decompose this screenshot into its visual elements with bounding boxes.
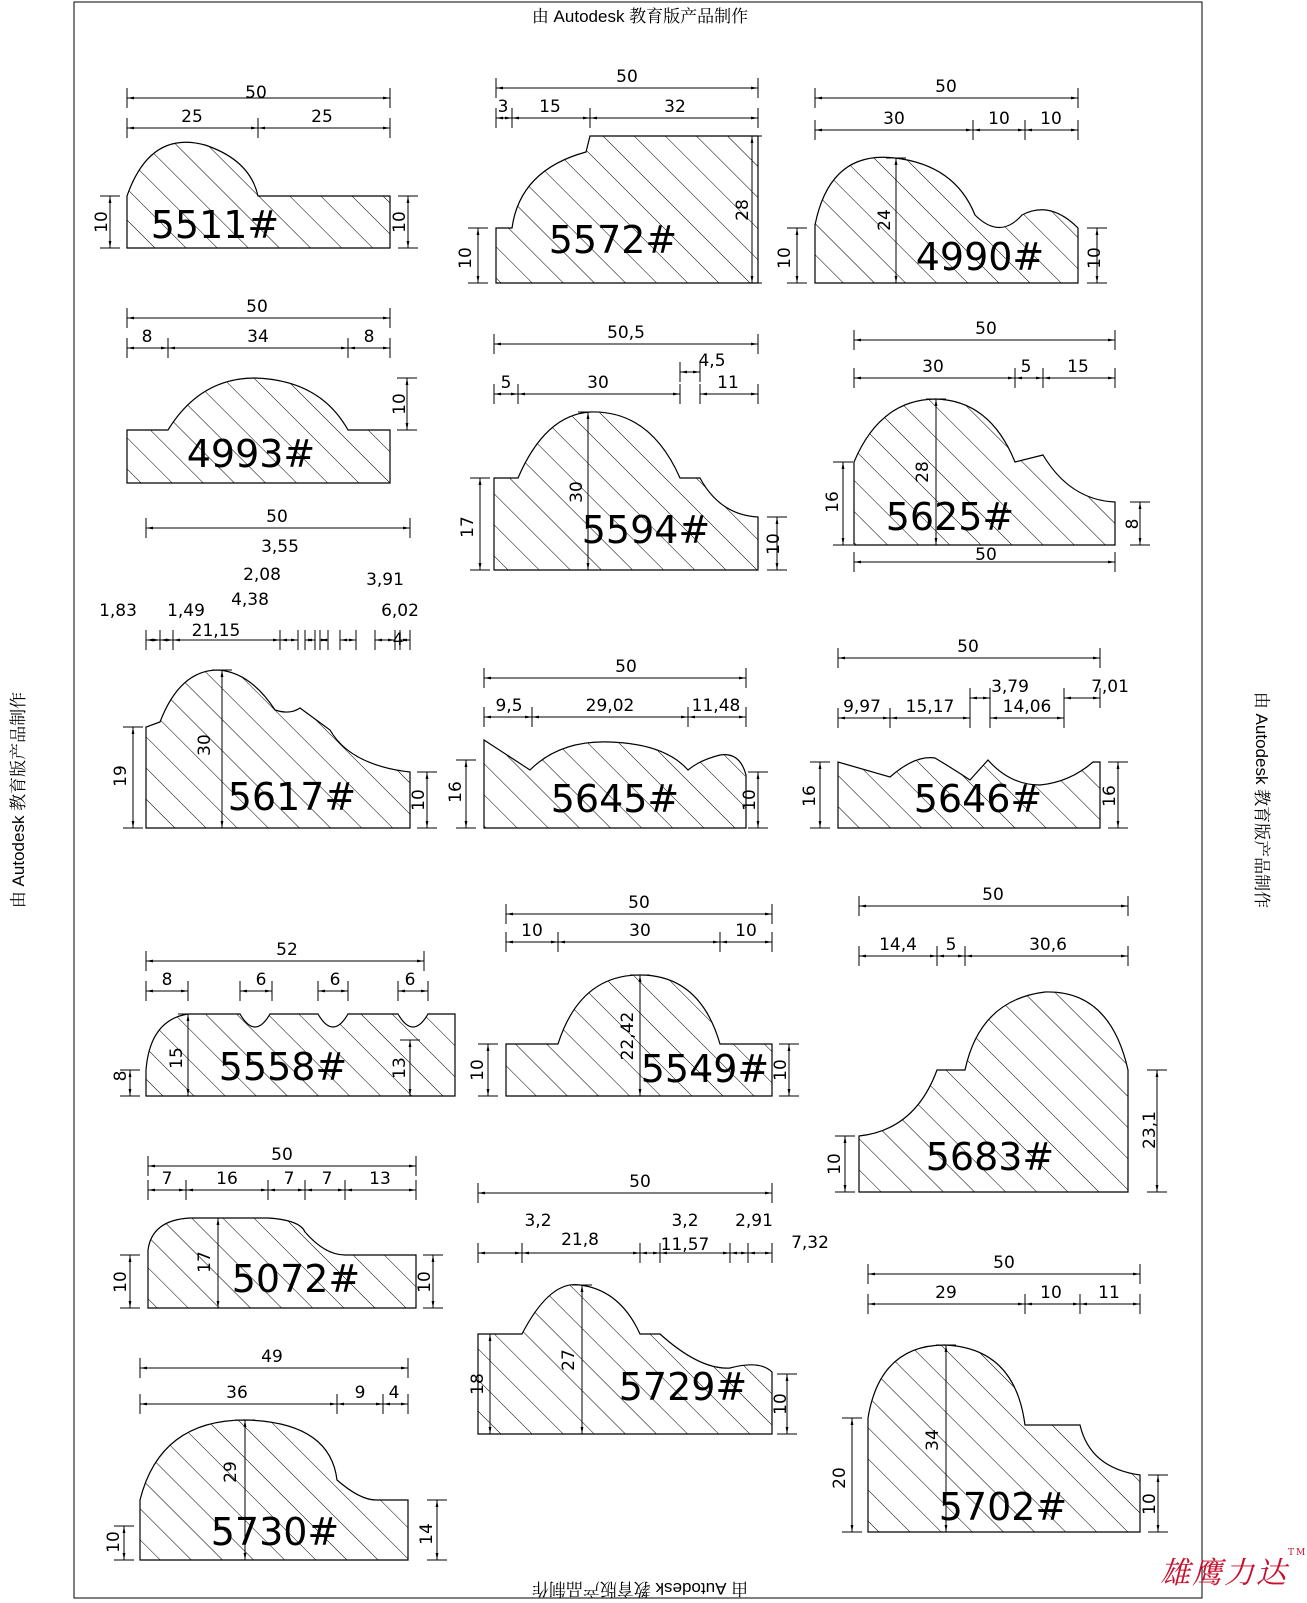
dimension-value: 16 xyxy=(800,785,820,807)
dimension-value: 8 xyxy=(1123,518,1143,530)
dimension-value: 50 xyxy=(266,507,288,527)
profile-5683 xyxy=(825,885,1167,1192)
dimension-value: 10 xyxy=(740,789,760,811)
dimension xyxy=(99,601,160,650)
dimension xyxy=(838,637,1100,668)
dimension-value: 10 xyxy=(104,1531,124,1553)
dimension-value: 11 xyxy=(1098,1283,1120,1303)
dimension-value: 3,55 xyxy=(261,537,299,557)
dimension-value: 49 xyxy=(261,1347,283,1367)
dimension-value: 10 xyxy=(771,1059,791,1081)
profile-label: 5702# xyxy=(938,1485,1068,1529)
dimension-value: 34 xyxy=(247,327,269,347)
dimension xyxy=(1140,1070,1167,1192)
dimension xyxy=(854,319,1115,350)
dimension-value: 14 xyxy=(417,1523,437,1545)
dimension-value: 8 xyxy=(111,1070,131,1082)
dimension xyxy=(258,107,390,138)
dimension-value: 24 xyxy=(875,209,895,231)
profile-label: 5072# xyxy=(231,1257,361,1301)
dimension xyxy=(859,885,1128,916)
dimension-value: 16 xyxy=(446,781,466,803)
dimension xyxy=(127,297,390,328)
dimension-value: 50 xyxy=(616,67,638,87)
dimension-value: 2,91 xyxy=(735,1211,773,1231)
dimension xyxy=(140,1347,408,1378)
dimension xyxy=(815,77,1078,108)
dimension-value: 4,5 xyxy=(698,351,726,371)
dimension-value: 30 xyxy=(195,734,215,756)
profile-5646 xyxy=(800,637,1129,828)
dimension xyxy=(268,1169,305,1200)
dimension-value: 29,02 xyxy=(585,696,635,716)
profile-5729 xyxy=(468,1172,829,1434)
dimension xyxy=(815,109,973,140)
dimension xyxy=(383,1383,408,1414)
dimension xyxy=(1064,677,1129,708)
profile-label: 5558# xyxy=(218,1045,348,1089)
dimension-value: 5 xyxy=(945,935,957,955)
dimension-value: 50 xyxy=(935,77,957,97)
dimension-value: 10 xyxy=(468,1059,488,1081)
dimension-value: 6 xyxy=(255,970,267,990)
dimension-value: 7 xyxy=(321,1169,333,1189)
dimension xyxy=(800,762,830,828)
dimension-value: 10 xyxy=(825,1153,845,1175)
dimension xyxy=(937,935,965,966)
dimension-value: 6 xyxy=(329,970,341,990)
dimension-value: 11,48 xyxy=(691,696,741,716)
dimension-value: 4 xyxy=(392,630,404,650)
profile-5617 xyxy=(99,507,437,828)
dimension xyxy=(484,657,746,688)
dimension-value: 14,4 xyxy=(879,935,917,955)
dimension-value: 13 xyxy=(369,1169,391,1189)
dimension xyxy=(838,697,890,728)
dimension-value: 30 xyxy=(567,481,587,503)
dimension xyxy=(393,630,410,650)
dimension-value: 50 xyxy=(628,893,650,913)
dimension xyxy=(111,727,143,828)
dimension xyxy=(173,621,280,650)
profile-label: 5730# xyxy=(210,1510,340,1554)
watermark-left: 由 Autodesk 教育版产品制作 xyxy=(9,691,28,909)
dimension xyxy=(512,97,590,128)
dimension xyxy=(231,590,298,650)
dimension xyxy=(127,83,390,108)
dimension-value: 10 xyxy=(415,1271,435,1293)
dimension xyxy=(730,1211,773,1263)
brand-logo: 雄鹰力达™ xyxy=(1160,1548,1307,1591)
dimension-value: 3,2 xyxy=(524,1211,552,1231)
dimension-value: 50 xyxy=(975,319,997,339)
dimension-value: 50 xyxy=(271,1145,293,1165)
dimension xyxy=(1015,357,1043,388)
dimension xyxy=(111,1070,140,1096)
dimension xyxy=(771,1044,799,1096)
watermark-right: 由 Autodesk 教育版产品制作 xyxy=(1252,691,1271,909)
dimension-value: 7,01 xyxy=(1091,677,1129,697)
dimension-value: 7 xyxy=(283,1169,295,1189)
dimension-value: 21,15 xyxy=(191,621,241,641)
dimension xyxy=(127,107,258,138)
dimension-value: 50,5 xyxy=(607,323,645,343)
dimension xyxy=(458,478,490,570)
dimension-value: 52 xyxy=(276,940,298,960)
dimension xyxy=(478,1172,772,1203)
dimension xyxy=(825,1136,855,1192)
dimension xyxy=(140,1383,337,1414)
profile-5702 xyxy=(830,1253,1168,1532)
dimension-value: 21,8 xyxy=(561,1230,599,1250)
dimension xyxy=(1080,1283,1140,1314)
dimension-value: 3 xyxy=(497,97,509,117)
profile-label: 5549# xyxy=(640,1047,770,1091)
dimension-value: 36 xyxy=(226,1383,248,1403)
dimension xyxy=(558,921,720,952)
dimension xyxy=(1025,1283,1080,1314)
dimension xyxy=(146,970,188,1001)
dimension-value: 2,08 xyxy=(243,565,281,585)
dimension-value: 15 xyxy=(167,1047,187,1069)
dimension-value: 14,06 xyxy=(1002,697,1052,717)
dimension-value: 16 xyxy=(823,491,843,513)
dimension-value: 9 xyxy=(354,1383,366,1403)
dimension-value: 25 xyxy=(181,107,203,127)
dimension-value: 1,83 xyxy=(99,601,137,621)
profile-label: 5511# xyxy=(150,203,280,247)
dimension-value: 10 xyxy=(1140,1493,1160,1515)
dimension-value: 22,42 xyxy=(618,1011,638,1061)
dimension-value: 8 xyxy=(161,970,173,990)
dimension xyxy=(494,323,758,354)
dimension xyxy=(468,1044,498,1096)
dimension xyxy=(720,921,772,952)
dimension xyxy=(240,970,272,1001)
watermark-top: 由 Autodesk 教育版产品制作 xyxy=(531,7,749,26)
dimension-value: 15 xyxy=(539,97,561,117)
dimension xyxy=(390,378,417,430)
profile-5558 xyxy=(111,940,455,1096)
dimension-value: 50 xyxy=(246,297,268,317)
dimension-value: 10 xyxy=(771,1393,791,1415)
dimension-value: 27 xyxy=(559,1349,579,1371)
dimension-value: 5 xyxy=(1020,357,1032,377)
dimension-value: 30 xyxy=(883,109,905,129)
dimension-value: 4,38 xyxy=(231,590,269,610)
profile-5572 xyxy=(456,67,762,283)
dimension-value: 30 xyxy=(629,921,651,941)
dimension-value: 30 xyxy=(587,373,609,393)
dimension xyxy=(859,935,937,966)
dimension xyxy=(506,893,772,924)
dimension-value: 3,2 xyxy=(671,1211,699,1231)
dimension xyxy=(1100,762,1128,828)
dimension-value: 7 xyxy=(161,1169,173,1189)
dimension-value: 10 xyxy=(735,921,757,941)
dimension-value: 7,32 xyxy=(791,1233,829,1253)
dimension xyxy=(532,696,688,727)
dimension-value: 50 xyxy=(245,83,267,103)
dimension-value: 9,97 xyxy=(843,697,881,717)
dimension xyxy=(1043,357,1115,388)
profile-5625 xyxy=(823,319,1150,572)
dimension-value: 10 xyxy=(409,789,429,811)
profile-5511 xyxy=(92,83,418,248)
dimension-value: 29 xyxy=(935,1283,957,1303)
dimension xyxy=(522,1230,640,1263)
dimension-value: 17 xyxy=(195,1251,215,1273)
dimension-value: 16 xyxy=(216,1169,238,1189)
dimension-value: 15 xyxy=(1067,357,1089,377)
dimension xyxy=(854,545,1115,572)
dimension xyxy=(496,97,512,128)
dimension xyxy=(104,1526,134,1560)
dimension xyxy=(478,1211,552,1263)
dimension-value: 6,02 xyxy=(381,601,419,621)
dimension xyxy=(748,1233,829,1263)
profile-label: 5617# xyxy=(227,775,357,819)
dimension xyxy=(854,357,1015,388)
dimension-value: 8 xyxy=(141,327,153,347)
dimension xyxy=(415,1255,443,1308)
dimension xyxy=(1085,228,1107,283)
dimension xyxy=(775,228,807,283)
profile-5730 xyxy=(104,1347,447,1560)
profile-5549 xyxy=(468,893,799,1096)
dimension-value: 16 xyxy=(1100,785,1120,807)
dimension xyxy=(506,921,558,952)
dimension xyxy=(1123,502,1150,545)
profile-label: 5572# xyxy=(548,218,678,262)
dimension-value: 10 xyxy=(390,211,410,233)
dimension-value: 9,5 xyxy=(495,696,523,716)
profile-5645 xyxy=(446,657,768,828)
dimension-value: 11,57 xyxy=(660,1235,710,1255)
dimension-value: 10 xyxy=(1040,109,1062,129)
profile-label: 5646# xyxy=(913,777,1043,821)
dimension xyxy=(823,462,853,545)
dimension-value: 10 xyxy=(775,247,795,269)
dimension-value: 50 xyxy=(629,1172,651,1192)
dimension xyxy=(261,537,328,650)
dimension xyxy=(337,1383,383,1414)
profile-4993 xyxy=(127,297,417,483)
profile-label: 5625# xyxy=(885,495,1015,539)
profile-5072 xyxy=(111,1145,443,1308)
profiles-layer xyxy=(92,67,1168,1560)
dimension xyxy=(318,970,348,1001)
dimension-value: 10 xyxy=(111,1271,131,1293)
dimension xyxy=(305,1169,345,1200)
dimension-value: 6 xyxy=(404,970,416,990)
dimension-value: 10 xyxy=(1040,1283,1062,1303)
dimension-value: 4 xyxy=(388,1383,400,1403)
watermark-bottom: 由 Autodesk 教育版产品制作 xyxy=(531,1579,749,1598)
dimension-value: 25 xyxy=(311,107,333,127)
dimension xyxy=(590,97,758,128)
dimension-value: 30,6 xyxy=(1029,935,1067,955)
dimension-value: 17 xyxy=(458,516,478,538)
dimension xyxy=(890,697,970,728)
profile-label: 4990# xyxy=(915,235,1045,279)
dimension xyxy=(1140,1475,1168,1532)
dimension xyxy=(456,228,488,283)
dimension-value: 30 xyxy=(922,357,944,377)
dimension xyxy=(771,1374,797,1434)
dimension-value: 15,17 xyxy=(905,697,955,717)
dimension-value: 50 xyxy=(957,637,979,657)
dimension xyxy=(688,696,746,727)
dimension-value: 10 xyxy=(521,921,543,941)
dimension xyxy=(494,373,518,404)
dimension-value: 34 xyxy=(923,1429,943,1451)
dimension xyxy=(148,1169,186,1200)
dimension xyxy=(965,935,1128,966)
dimension-value: 32 xyxy=(664,97,686,117)
dimension xyxy=(146,507,410,538)
dimension-value: 23,1 xyxy=(1140,1111,1160,1149)
dimension-value: 28 xyxy=(913,461,933,483)
dimension-value: 10 xyxy=(988,109,1010,129)
dimension xyxy=(127,327,168,358)
dimension xyxy=(146,940,424,971)
dimension xyxy=(390,196,418,248)
dimension xyxy=(660,1235,730,1263)
profile-label: 4993# xyxy=(186,432,316,476)
profile-label: 5645# xyxy=(550,777,680,821)
dimension xyxy=(868,1283,1025,1314)
dimension-value: 10 xyxy=(390,393,410,415)
dimension-value: 50 xyxy=(982,885,1004,905)
dimension-value: 50 xyxy=(615,657,637,677)
dimension xyxy=(111,1255,140,1308)
dimension-value: 10 xyxy=(92,211,112,233)
dimension xyxy=(92,196,120,248)
dimension xyxy=(398,970,428,1001)
profile-outline xyxy=(478,1285,772,1434)
dimension-value: 8 xyxy=(363,327,375,347)
dimension-value: 50 xyxy=(975,545,997,565)
dimension xyxy=(973,109,1025,140)
profile-label: 5683# xyxy=(925,1135,1055,1179)
dimension xyxy=(446,760,476,828)
dimension xyxy=(830,1418,862,1532)
dimension xyxy=(348,327,390,358)
dimension-value: 3,79 xyxy=(991,677,1029,697)
dimension xyxy=(1025,109,1078,140)
dimension-value: 13 xyxy=(390,1057,410,1079)
dimension-value: 50 xyxy=(993,1253,1015,1273)
dimension xyxy=(990,697,1064,728)
dimension xyxy=(186,1169,268,1200)
dimension-value: 18 xyxy=(468,1373,488,1395)
dimension-value: 29 xyxy=(221,1461,241,1483)
dimension-value: 3,91 xyxy=(366,570,404,590)
dimension xyxy=(417,1500,447,1560)
profile-label: 5594# xyxy=(581,508,711,552)
dimension xyxy=(409,772,437,828)
dimension-value: 11 xyxy=(717,373,739,393)
dimension xyxy=(868,1253,1140,1284)
dimension xyxy=(168,327,348,358)
profile-label: 5729# xyxy=(618,1365,748,1409)
dimension xyxy=(496,67,758,98)
dimension-value: 28 xyxy=(733,199,753,221)
dimension-value: 20 xyxy=(830,1467,850,1489)
dimension xyxy=(700,373,758,404)
dimension-value: 10 xyxy=(456,247,476,269)
dimension-value: 19 xyxy=(111,765,131,787)
dimension-value: 10 xyxy=(764,533,784,555)
profile-4990 xyxy=(775,77,1107,283)
dimension xyxy=(518,373,680,404)
dimension xyxy=(484,696,532,727)
dimension xyxy=(345,1169,416,1200)
profile-5594 xyxy=(458,323,787,570)
dimension-value: 10 xyxy=(1085,247,1105,269)
dimension xyxy=(764,517,787,570)
dimension-value: 5 xyxy=(500,373,512,393)
dimension-value: 1,49 xyxy=(167,601,205,621)
